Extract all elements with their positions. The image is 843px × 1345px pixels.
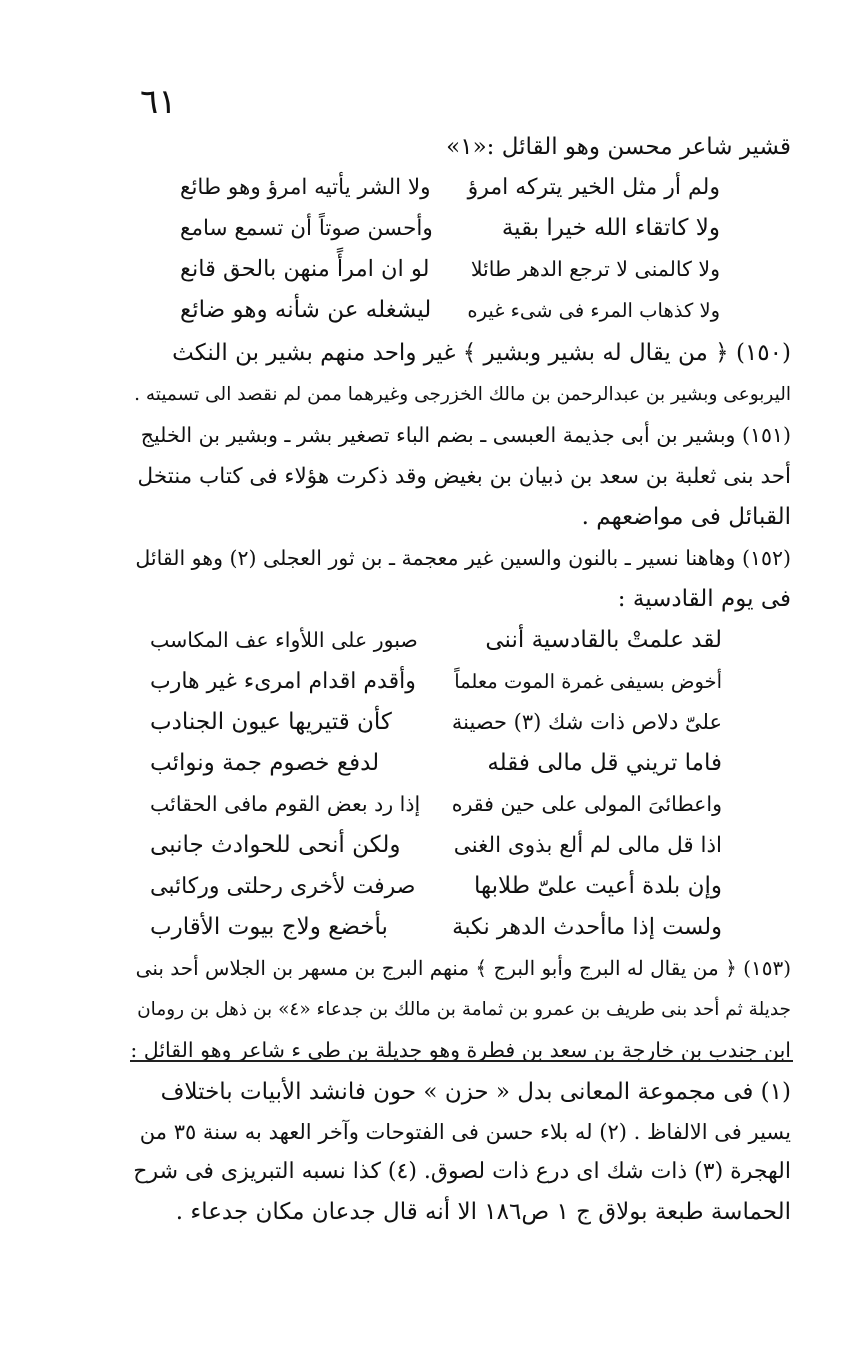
verse	[150, 702, 722, 743]
text-line: القبائل فى مواضعهم .	[581, 504, 791, 530]
verse-first-half: أخوض بسيفى غمرة الموت معلماً	[454, 670, 722, 693]
verse-first-half: فاما تريني قل مالى فقله	[487, 750, 722, 776]
verse	[150, 743, 722, 784]
verse-second-half: ولكن أنحى للحوادث جانبى	[150, 832, 401, 858]
verse	[180, 249, 720, 290]
verse-second-half: وأحسن صوتاً أن تسمع سامع	[180, 216, 433, 241]
verse	[150, 907, 722, 948]
verse-second-half: إذا رد بعض القوم مافى الحقائب	[150, 792, 421, 816]
verse-second-half: صرفت لأخرى رحلتى وركائبى	[150, 874, 416, 899]
footnote-line: الحماسة طبعة بولاق ج ١ ص١٨٦ الا أنه قال جدعان مكان جدعاء .	[175, 1199, 791, 1225]
verse	[150, 866, 722, 907]
footnote-separator	[130, 1060, 793, 1062]
text-line: ابن جندب بن خارجة بن سعد بن فطرة وهو جديلة بن طى ء شاعر وهو القائل :	[130, 1038, 791, 1062]
verse	[180, 290, 720, 331]
text-line: (١٥٣) ﴿ من يقال له البرج وأبو البرج ﴾ منهم البرج بن مسهر بن الجلاس أحد بنى	[135, 956, 791, 980]
verse-first-half: علىّ دلاص ذات شك (٣) حصينة	[451, 710, 722, 734]
verse-second-half: ولا الشر يأتيه امرؤ وهو طائع	[180, 175, 431, 200]
verse-second-half: بأخضع ولاج بيوت الأقارب	[150, 914, 388, 940]
text-line: (١٥١) وبشير بن أبى جذيمة العبسى ـ بضم الباء تصغير بشر ـ وبشير بن الخليج	[140, 423, 791, 447]
verse-second-half: لدفع خصوم جمة ونوائب	[150, 750, 380, 776]
footnote-line: (١) فى مجموعة المعانى بدل « حزن » حون فانشد الأبيات باختلاف	[160, 1079, 791, 1105]
verse	[150, 661, 722, 702]
verse	[180, 208, 720, 249]
verse-first-half: ولا كذهاب المرء فى شىء غيره	[467, 299, 720, 322]
verse-second-half: صبور على اللأواء عف المكاسب	[150, 628, 418, 652]
verse-second-half: ليشغله عن شأنه وهو ضائع	[180, 297, 432, 323]
page-number: ٦١	[140, 82, 177, 122]
verse	[150, 825, 722, 866]
text-line: اليربوعى وبشير بن عبدالرحمن بن مالك الخزرجى وغيرهما ممن لم نقصد الى تسميته .	[134, 384, 791, 405]
verse-first-half: ولست إذا ماأحدث الدهر نكبة	[452, 914, 722, 940]
verse-second-half: وأقدم اقدام امرىء غير هارب	[150, 669, 416, 694]
footnote-line: يسير فى الالفاظ . (٢) له بلاء حسن فى الفتوحات وآخر العهد به سنة ٣٥ من	[139, 1120, 791, 1144]
text-line: (١٥٠) ﴿ من يقال له بشير وبشير ﴾ غير واحد منهم بشير بن النكث	[172, 340, 791, 366]
verse-first-half: ولا كاتقاء الله خيرا بقية	[501, 215, 720, 241]
text-line: فى يوم القادسية :	[617, 586, 791, 612]
verse-second-half: كأن قتيريها عيون الجنادب	[150, 709, 392, 735]
verse-first-half: وإن بلدة أعيت علىّ طلابها	[474, 873, 722, 899]
text-line: (١٥٢) وهاهنا نسير ـ بالنون والسين غير معجمة ـ بن ثور العجلى (٢) وهو القائل	[135, 546, 791, 570]
verse	[180, 167, 720, 208]
text-line: قشير شاعر محسن وهو القائل :«١»	[446, 134, 791, 160]
verse-second-half: لو ان امرأً منهن بالحق قانع	[180, 256, 430, 282]
verse	[150, 620, 722, 661]
verse-first-half: ولم أر مثل الخير يتركه امرؤ	[467, 175, 720, 200]
text-line: أحد بنى ثعلبة بن سعد بن ذبيان بن بغيض وقد ذكرت هؤلاء فى كتاب منتخل	[137, 464, 791, 489]
verse-first-half: لقد علمتْ بالقادسية أننى	[485, 627, 722, 653]
verse-first-half: اذا قل مالى لم ألع بذوى الغنى	[453, 833, 722, 858]
verse	[150, 784, 722, 825]
text-line: جديلة ثم أحد بنى طريف بن عمرو بن ثمامة بن مالك بن جدعاء «٤» بن ذهل بن رومان	[137, 999, 791, 1020]
footnote-line: الهجرة (٣) ذات شك اى درع ذات لصوق. (٤) كذا نسبه التبريزى فى شرح	[133, 1159, 791, 1184]
verse-first-half: ولا كالمنى لا ترجع الدهر طائلا	[470, 257, 720, 281]
verse-first-half: واعطائىَ المولى على حين فقره	[451, 792, 722, 816]
